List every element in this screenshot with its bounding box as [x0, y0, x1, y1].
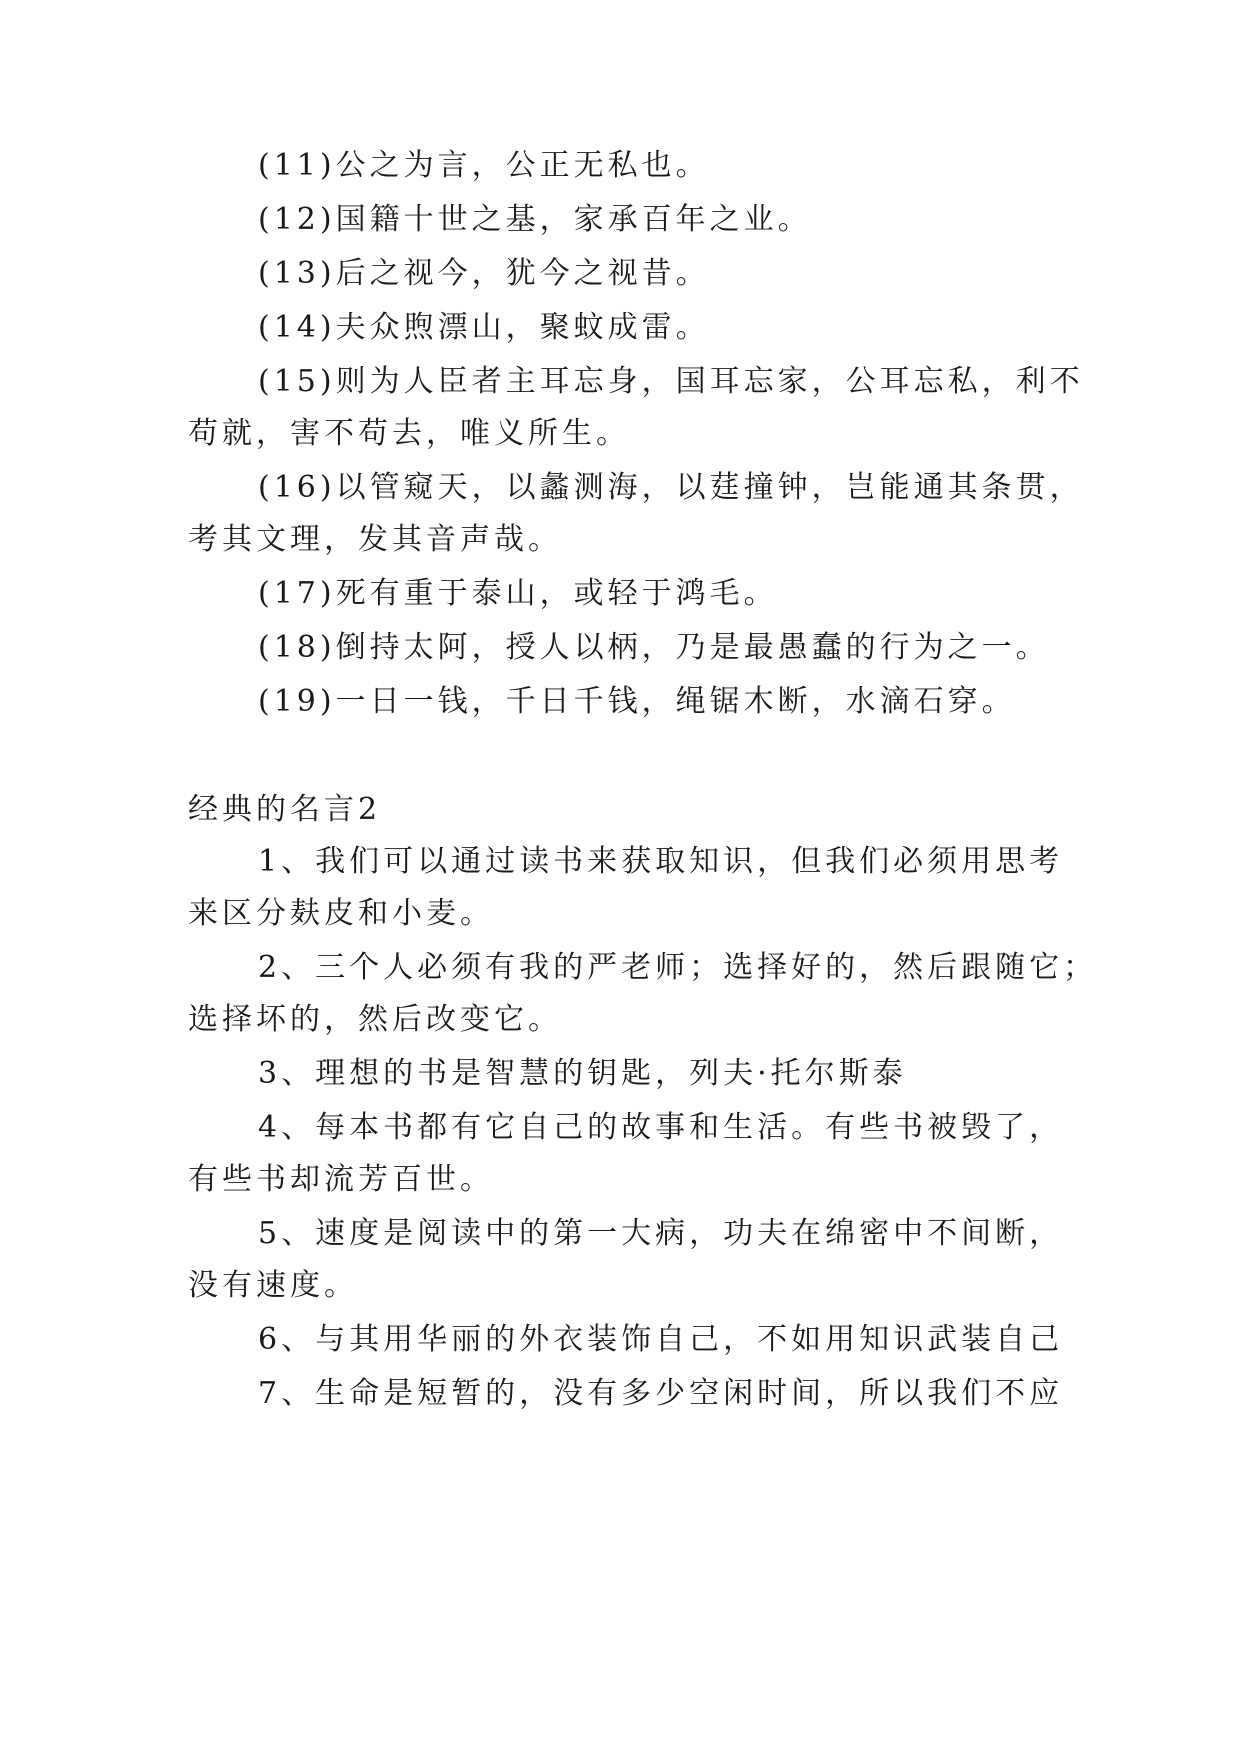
quote-line: (14)夫众煦漂山，聚蚊成雷。: [258, 310, 710, 345]
quote-line-continuation: 来区分麸皮和小麦。: [188, 896, 494, 931]
quote-line: 2、三个人必须有我的严老师；选择好的，然后跟随它；: [258, 950, 1098, 985]
quote-line: 3、理想的书是智慧的钥匙，列夫·托尔斯泰: [258, 1056, 907, 1091]
quote-line-continuation: 选择坏的，然后改变它。: [188, 1002, 562, 1037]
quote-line: (11)公之为言，公正无私也。: [258, 148, 710, 183]
quote-line-continuation: 有些书却流芳百世。: [188, 1162, 494, 1197]
quote-line: 4、每本书都有它自己的故事和生活。有些书被毁了，: [258, 1110, 1064, 1145]
quote-line: 6、与其用华丽的外衣装饰自己，不如用知识武装自己: [258, 1322, 1064, 1357]
quote-line: (12)国籍十世之基，家承百年之业。: [258, 202, 812, 237]
quote-line: (13)后之视今，犹今之视昔。: [258, 256, 710, 291]
section-title: 经典的名言2: [188, 792, 382, 827]
quote-line: (15)则为人臣者主耳忘身，国耳忘家，公耳忘私，利不: [258, 364, 1084, 399]
quote-line: 5、速度是阅读中的第一大病，功夫在绵密中不间断，: [258, 1216, 1064, 1251]
quote-line: 1、我们可以通过读书来获取知识，但我们必须用思考: [258, 844, 1064, 879]
quote-line: (17)死有重于泰山，或轻于鸿毛。: [258, 576, 778, 611]
quote-line: (19)一日一钱，千日千钱，绳锯木断，水滴石穿。: [258, 684, 1016, 719]
quote-line: 7、生命是短暂的，没有多少空闲时间，所以我们不应: [258, 1376, 1064, 1411]
quote-line: (16)以管窥天，以蠡测海，以莛撞钟，岂能通其条贯，: [258, 470, 1084, 505]
quote-line-continuation: 苟就，害不苟去，唯义所生。: [188, 416, 630, 451]
quote-line: (18)倒持太阿，授人以柄，乃是最愚蠢的行为之一。: [258, 630, 1050, 665]
quote-line-continuation: 没有速度。: [188, 1268, 358, 1303]
quote-line-continuation: 考其文理，发其音声哉。: [188, 522, 562, 557]
